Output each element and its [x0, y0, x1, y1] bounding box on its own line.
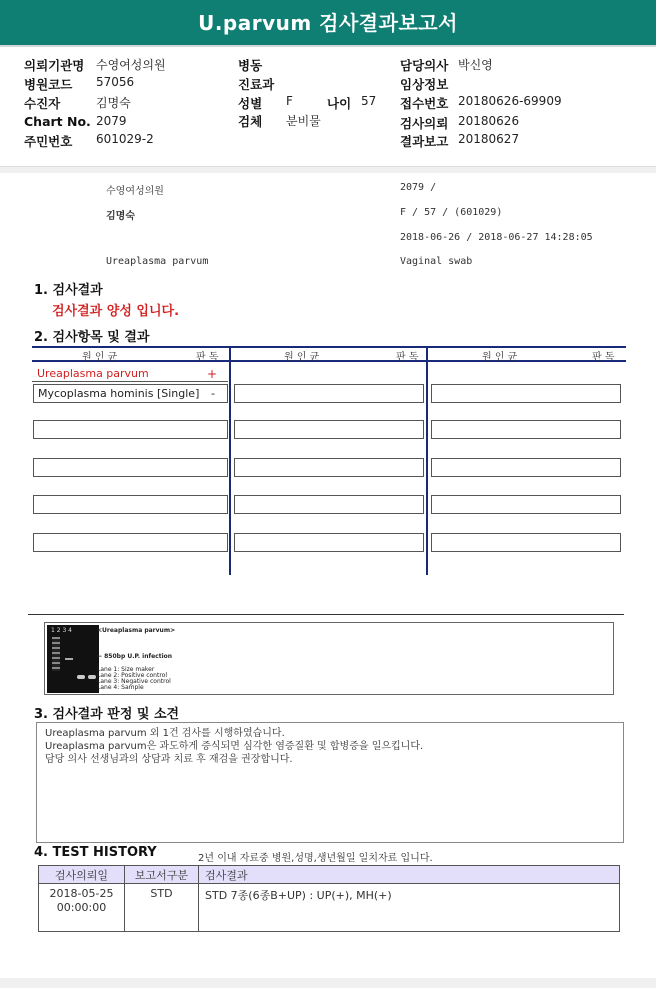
- opinion-line-2: Ureaplasma parvum은 과도하게 증식되면 심각한 염증질환 및 합병증을 일으킵니다.: [45, 741, 424, 752]
- patient-header: [0, 49, 656, 167]
- result-row-2-name: Mycoplasma hominis [Single]: [38, 387, 200, 400]
- history-col-type: 보고서구분: [125, 866, 199, 884]
- gel-title: <Ureaplasma parvum>: [97, 627, 176, 634]
- age-label: 나이: [327, 96, 352, 111]
- receipt-no-label: 접수번호: [400, 96, 449, 111]
- result-grid-header: [32, 346, 626, 362]
- info-clinic: 수영여성의원: [106, 186, 164, 197]
- history-table: [38, 865, 620, 932]
- chart-no-label: Chart No.: [24, 114, 91, 129]
- institution-value: 수영여성의원: [96, 58, 166, 72]
- doctor-value: 박신영: [458, 58, 493, 72]
- info-sex-age: F / 57 / (601029): [400, 207, 503, 218]
- section-divider: [28, 614, 624, 615]
- patient-label: 수진자: [24, 96, 61, 111]
- result-row-2: [33, 384, 228, 403]
- gel-image: [47, 625, 99, 693]
- request-date-value: 20180626: [458, 114, 520, 128]
- ladder-bands: [52, 637, 60, 671]
- empty-result-slot: [33, 420, 228, 439]
- empty-result-slot: [431, 384, 621, 403]
- gel-legend-3: Lane 3: Negative control: [97, 678, 171, 685]
- result-row-2-value: -: [211, 387, 215, 400]
- col-pathogen-3: 원 인 균: [482, 352, 518, 363]
- sample-band: [88, 675, 96, 679]
- history-type: STD: [125, 884, 199, 932]
- positive-control-band: [65, 658, 73, 660]
- specimen-value: 분비물: [286, 114, 321, 128]
- empty-result-slot: [234, 384, 424, 403]
- hospital-code-value: 57056: [96, 75, 135, 89]
- col-pathogen-1: 원 인 균: [82, 352, 118, 363]
- empty-result-slot: [33, 533, 228, 552]
- empty-result-slot: [234, 458, 424, 477]
- result-row-1-name: Ureaplasma parvum: [37, 367, 149, 380]
- info-dates: 2018-06-26 / 2018-06-27 14:28:05: [400, 232, 593, 243]
- report-date-label: 결과보고: [400, 134, 449, 149]
- chart-no-value: 2079: [96, 114, 127, 128]
- gel-legend-4: Lane 4: Sample: [97, 684, 144, 691]
- hospital-code-label: 병원코드: [24, 77, 73, 92]
- history-col-date: 검사의뢰일: [39, 866, 125, 884]
- resident-no-label: 주민번호: [24, 134, 73, 149]
- request-date-label: 검사의뢰: [400, 116, 449, 131]
- negative-control-band: [77, 675, 85, 679]
- empty-result-slot: [431, 458, 621, 477]
- row-underline: [32, 381, 228, 382]
- grid-divider: [426, 346, 428, 575]
- history-note: 2년 이내 자료중 병원,성명,생년월일 일치자료 입니다.: [198, 853, 433, 864]
- empty-result-slot: [33, 495, 228, 514]
- empty-result-slot: [33, 458, 228, 477]
- gel-legend-1: Lane 1: Size maker: [97, 666, 155, 673]
- opinion-line-3: 담당 의사 선생님과의 상담과 치료 후 재검을 권장합니다.: [45, 754, 293, 765]
- result-summary: 검사결과 양성 입니다.: [52, 304, 180, 319]
- department-label: 진료과: [238, 77, 275, 92]
- empty-result-slot: [431, 420, 621, 439]
- history-result: STD 7종(6종B+UP) : UP(+), MH(+): [199, 884, 620, 932]
- opinion-line-1: Ureaplasma parvum 외 1건 검사를 시행하였습니다.: [45, 728, 285, 739]
- section1-title: 1. 검사결과: [34, 283, 103, 298]
- page-bottom-margin: [0, 978, 656, 988]
- history-date-cell: [39, 884, 125, 932]
- table-row: [39, 884, 620, 932]
- empty-result-slot: [234, 533, 424, 552]
- patient-value: 김명숙: [96, 96, 131, 110]
- specimen-label: 검체: [238, 114, 263, 129]
- gel-band-text: 850bp U.P. infection: [104, 653, 173, 660]
- ward-label: 병동: [238, 58, 263, 73]
- clinical-info-label: 임상정보: [400, 77, 449, 92]
- gel-lane-numbers: 1 2 3 4: [51, 627, 72, 634]
- gel-legend-2: Lane 2: Positive control: [97, 672, 168, 679]
- report-date-value: 20180627: [458, 132, 520, 146]
- info-specimen: Vaginal swab: [400, 256, 473, 267]
- section2-title: 2. 검사항목 및 결과: [34, 330, 150, 345]
- doctor-label: 담당의사: [400, 58, 449, 73]
- receipt-no-value: 20180626-69909: [458, 94, 562, 108]
- opinion-box: [36, 722, 624, 843]
- resident-no-value: 601029-2: [96, 132, 154, 146]
- history-date: 2018-05-25: [49, 887, 114, 900]
- history-col-result: 검사결과: [199, 866, 620, 884]
- sex-label: 성별: [238, 96, 263, 111]
- info-test-name: Ureaplasma parvum: [106, 256, 209, 267]
- gel-electrophoresis-panel: [44, 622, 614, 695]
- section4-title: 4. TEST HISTORY: [34, 845, 157, 860]
- empty-result-slot: [431, 495, 621, 514]
- gel-band-label: ← 850bp U.P. infection: [97, 653, 173, 660]
- col-pathogen-2: 원 인 균: [284, 352, 320, 363]
- age-value: 57: [361, 94, 377, 108]
- col-result-1: 판 독: [196, 352, 219, 363]
- col-result-3: 판 독: [592, 352, 615, 363]
- result-row-1-value: +: [207, 367, 218, 381]
- section3-title: 3. 검사결과 판정 및 소견: [34, 707, 180, 722]
- info-patient: 김명숙: [106, 211, 135, 222]
- page-divider: [0, 167, 656, 173]
- institution-label: 의뢰기관명: [24, 58, 85, 73]
- report-title: U.parvum 검사결과보고서: [0, 0, 656, 47]
- col-result-2: 판 독: [396, 352, 419, 363]
- info-chart: 2079 /: [400, 182, 437, 193]
- empty-result-slot: [234, 495, 424, 514]
- empty-result-slot: [234, 420, 424, 439]
- sex-value: F: [286, 94, 293, 108]
- empty-result-slot: [431, 533, 621, 552]
- grid-divider: [229, 346, 231, 575]
- history-time: 00:00:00: [56, 901, 107, 914]
